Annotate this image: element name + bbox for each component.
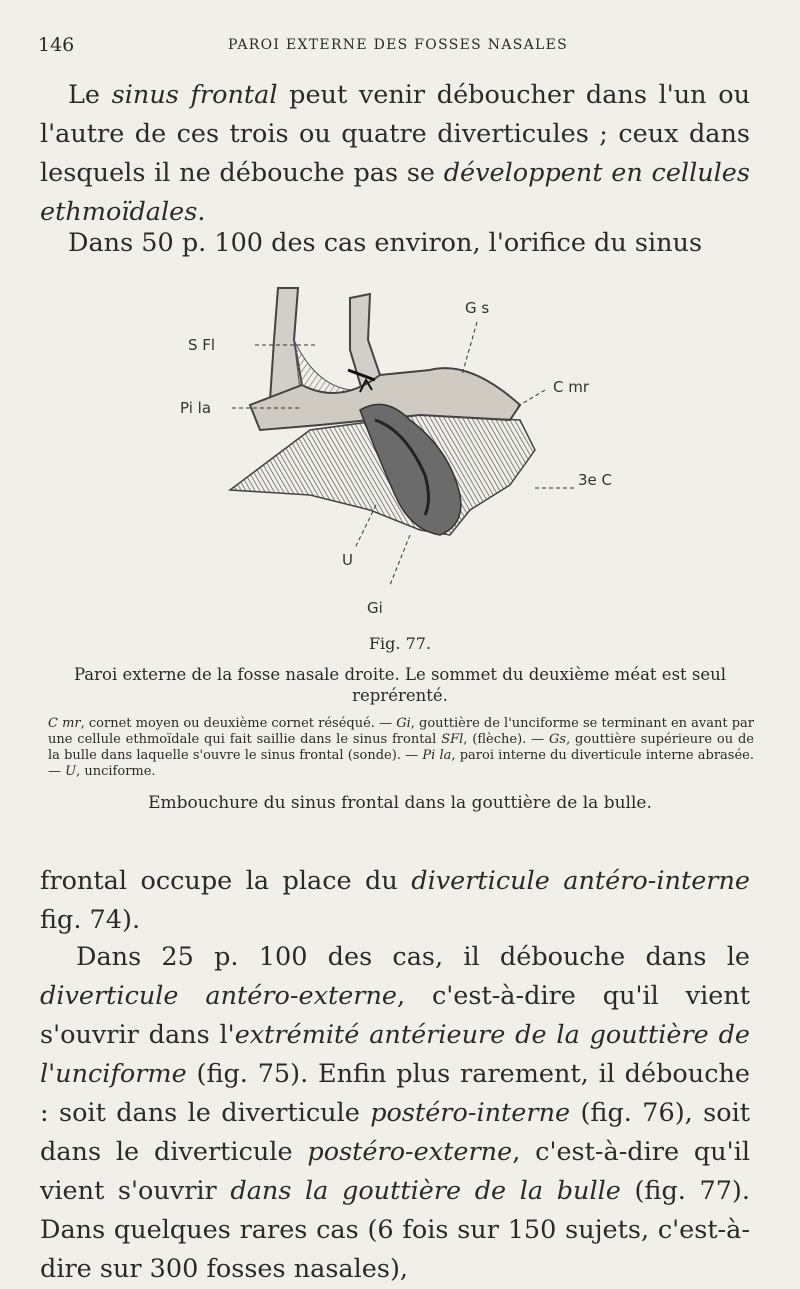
label-u: U — [342, 551, 353, 569]
label-gi: Gi — [367, 599, 383, 617]
figure-legend: C mr, cornet moyen ou deuxième cornet réséqué. — Gi, gouttière de l'unciforme se terminant en avant par une cellule ethmoïdale qui fait saillie dans le sinus frontal SFl, (flèche). — Gs, gouttière supérieure ou de la bulle dans laquelle s'ouvre le sinus frontal (sonde). — Pi la, paroi interne du diverticule interne abrasée. — U, unciforme. — [48, 716, 755, 779]
label-sfl: S Fl — [188, 336, 216, 354]
page-number: 146 — [38, 34, 75, 56]
paragraph-1: Le sinus frontal peut venir déboucher dans l'un ou l'autre de ces trois ou quatre diverticules ; ceux dans lesquels il ne débouche pas se développent en cellules ethmoïdales. — [40, 80, 750, 227]
nasal-wall-illustration — [170, 280, 640, 625]
label-gs: G s — [465, 299, 490, 317]
paragraph-4: Dans 25 p. 100 des cas, il débouche dans le diverticule antéro-externe, c'est-à-dire qu'il vient s'ouvrir dans l'extrémité antérieure de la gouttière de l'unciforme (fig. 75). Enfin plus rarement, il débouche : soit dans le diverticule postéro-interne (fig. 76), soit dans le diverticule postéro-externe, c'est-à-dire qu'il vient s'ouvrir dans la gouttière de la bulle (fig. 77). Dans quelques rares cas (6 fois sur 150 sujets, c'est-à-dire sur 300 fosses nasales), — [40, 942, 751, 1284]
paragraph-2: Dans 50 p. 100 des cas environ, l'orifice du sinus — [68, 228, 703, 258]
anatomical-figure — [170, 280, 640, 625]
running-title: PAROI EXTERNE DES FOSSES NASALES — [227, 37, 569, 53]
page-header — [38, 34, 758, 62]
figure-number: Fig. 77. — [368, 634, 432, 653]
figure-title: Paroi externe de la fosse nasale droite. Le sommet du deuxième méat est seul reprérenté. — [73, 665, 727, 705]
figure-subtitle: Embouchure du sinus frontal dans la gouttière de la bulle. — [148, 793, 652, 813]
label-pila: Pi la — [180, 399, 212, 417]
label-cmr: C mr — [553, 378, 590, 396]
label-3c: 3e C — [578, 471, 613, 489]
paragraph-3: frontal occupe la place du diverticule antéro-interne fig. 74). — [40, 866, 750, 935]
